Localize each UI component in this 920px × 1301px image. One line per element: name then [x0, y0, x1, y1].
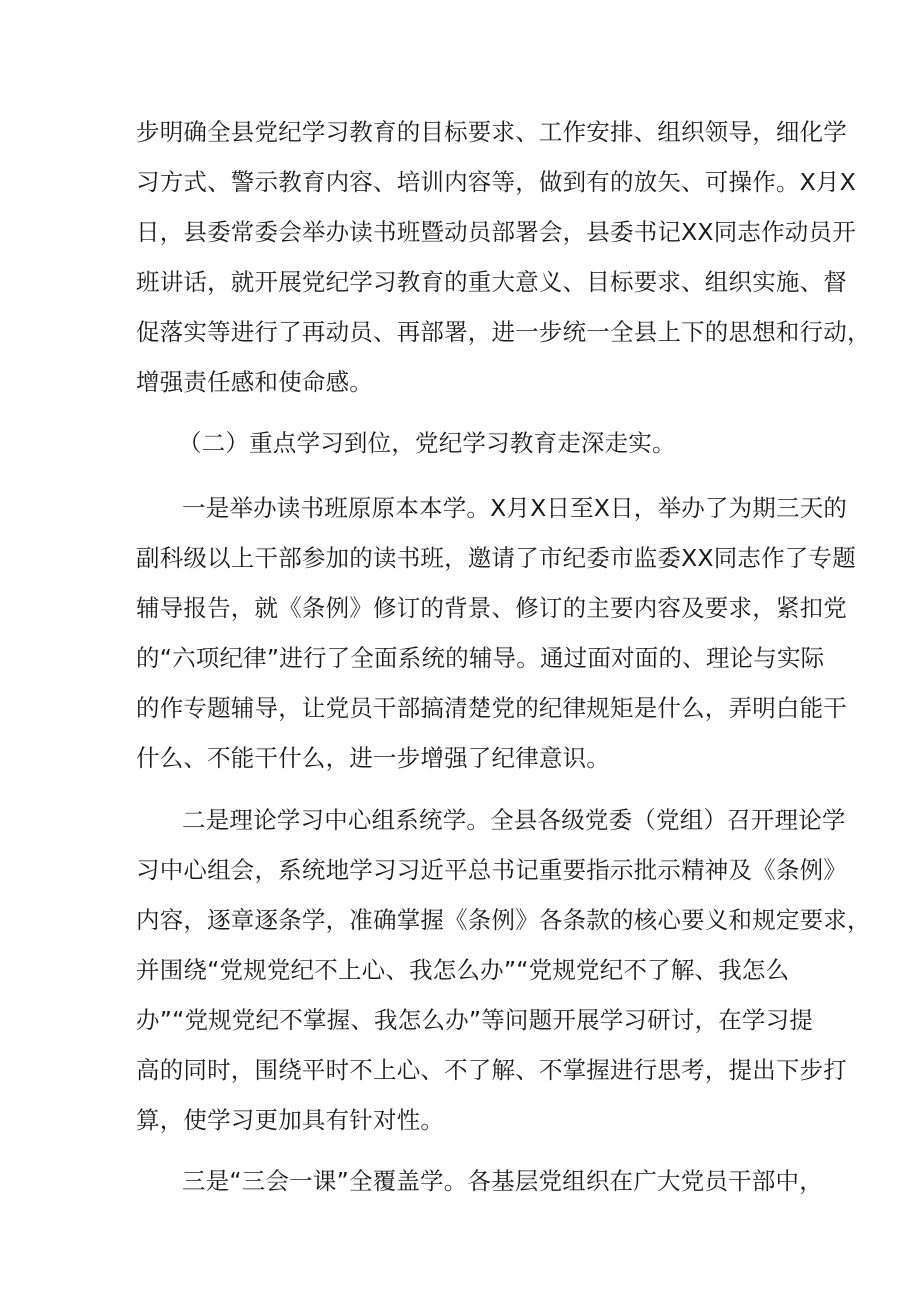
text-line: 步明确全县党纪学习教育的目标要求、工作安排、组织领导，细化学: [136, 118, 847, 146]
text-line: 的“六项纪律”进行了全面系统的辅导。通过面对面的、理论与实际: [136, 644, 825, 672]
text-line: 内容，逐章逐条学，准确掌握《条例》各条款的核心要义和规定要求，: [136, 906, 871, 934]
text-line: 并围绕“党规党纪不上心、我怎么办”“党规党纪不了解、我怎么: [136, 956, 790, 984]
text-line: 促落实等进行了再动员、再部署，进一步统一全县上下的思想和行动，: [136, 318, 871, 346]
text-line: 一是举办读书班原原本本学。X月X日至X日，举办了为期三天的: [182, 494, 848, 522]
text-line: 习中心组会，系统地学习习近平总书记重要指示批示精神及《条例》: [136, 856, 847, 884]
text-line: 办”“党规党纪不掌握、我怎么办”等问题开展学习研讨，在学习提: [136, 1006, 814, 1034]
text-line: 二是理论学习中心组系统学。全县各级党委（党组）召开理论学: [182, 806, 846, 834]
text-line: 习方式、警示教育内容、培训内容等，做到有的放矢、可操作。X月X: [136, 168, 856, 196]
text-line: 算，使学习更加具有针对性。: [136, 1106, 445, 1134]
text-line: 班讲话，就开展党纪学习教育的重大意义、目标要求、组织实施、督: [136, 268, 847, 296]
text-line: 的作专题辅导，让党员干部搞清楚党的纪律规矩是什么，弄明白能干: [136, 694, 847, 722]
text-line: 高的同时，围绕平时不上心、不了解、不掌握进行思考，提出下步打: [136, 1056, 847, 1084]
text-line: 三是“三会一课”全覆盖学。各基层党组织在广大党员干部中，: [182, 1167, 823, 1195]
text-line: 辅导报告，就《条例》修订的背景、修订的主要内容及要求，紧扣党: [136, 594, 847, 622]
text-line: 日，县委常委会举办读书班暨动员部署会，县委书记XX同志作动员开: [136, 218, 856, 246]
text-line: （二）重点学习到位，党纪学习教育走深走实。: [178, 429, 676, 457]
text-line: 什么、不能干什么，进一步增强了纪律意识。: [136, 744, 610, 772]
text-line: 副科级以上干部参加的读书班，邀请了市纪委市监委XX同志作了专题: [136, 544, 856, 572]
text-line: 增强责任感和使命感。: [136, 368, 373, 396]
